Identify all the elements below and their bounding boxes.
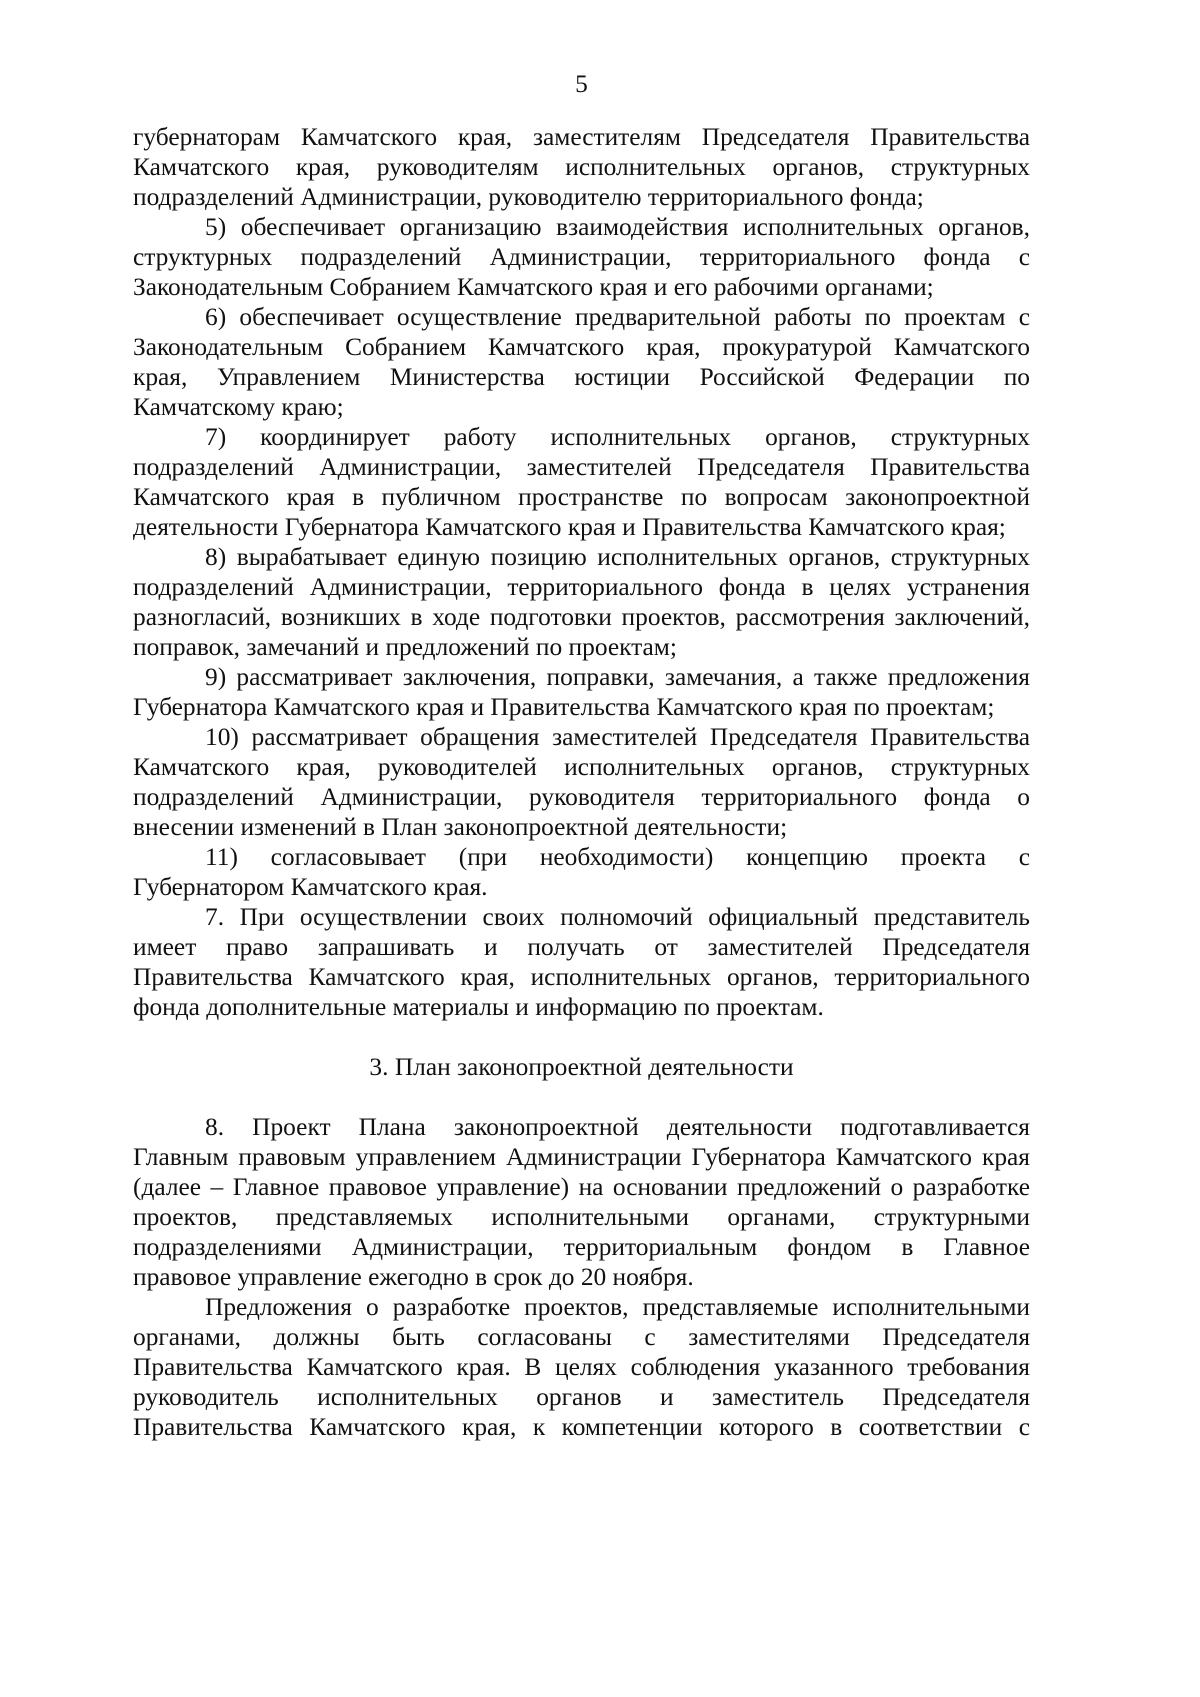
text-line: 8) вырабатывает единую позицию исполнительных органов, структурных bbox=[205, 543, 1030, 571]
text-line: 6) обеспечивает осуществление предварительной работы по проектам с bbox=[205, 303, 1030, 331]
text-line: Камчатскому краю; bbox=[133, 393, 344, 421]
text-line: Законодательным Собранием Камчатского края, прокуратурой Камчатского bbox=[133, 333, 1030, 361]
paragraph bbox=[133, 1112, 1030, 1292]
text-line: структурных подразделений Администрации, территориального фонда с bbox=[133, 243, 1030, 271]
text-line: 11) согласовывает (при необходимости) концепцию проекта с bbox=[205, 843, 1030, 871]
text-line: внесении изменений в План законопроектной деятельности; bbox=[133, 813, 788, 841]
text-line: разногласий, возникших в ходе подготовки проектов, рассмотрения заключений, bbox=[133, 603, 1030, 631]
paragraph bbox=[133, 662, 1030, 722]
paragraph bbox=[133, 902, 1030, 1022]
text-line: 9) рассматривает заключения, поправки, замечания, а также предложения bbox=[205, 663, 1030, 691]
text-line: Губернатора Камчатского края и Правительства Камчатского края по проектам; bbox=[133, 693, 995, 721]
text-line: Камчатского края, руководителей исполнительных органов, структурных bbox=[133, 753, 1030, 781]
document-body bbox=[133, 122, 1030, 1442]
text-line: Губернатором Камчатского края. bbox=[133, 873, 488, 901]
text-line: Камчатского края, руководителям исполнительных органов, структурных bbox=[133, 153, 1030, 181]
text-line: губернаторам Камчатского края, заместителям Председателя Правительства bbox=[133, 123, 1030, 151]
text-line: подразделений Администрации, руководителю территориального фонда; bbox=[133, 183, 924, 211]
text-line: 5) обеспечивает организацию взаимодействия исполнительных органов, bbox=[205, 213, 1030, 241]
text-line: Предложения о разработке проектов, представляемые исполнительными bbox=[205, 1293, 1030, 1321]
text-line: деятельности Губернатора Камчатского края и Правительства Камчатского края; bbox=[133, 513, 1006, 541]
page-number: 5 bbox=[575, 70, 588, 98]
text-line: 10) рассматривает обращения заместителей Председателя Правительства bbox=[205, 723, 1030, 751]
text-line: органами, должны быть согласованы с заместителями Председателя bbox=[133, 1323, 1030, 1351]
blank-line bbox=[133, 1022, 1030, 1052]
text-line: Главным правовым управлением Администрации Губернатора Камчатского края bbox=[133, 1143, 1030, 1171]
paragraph bbox=[133, 722, 1030, 842]
text-line: руководитель исполнительных органов и заместитель Председателя bbox=[133, 1383, 1030, 1411]
paragraph bbox=[133, 842, 1030, 902]
section-heading: 3. План законопроектной деятельности bbox=[369, 1053, 794, 1081]
text-line: Законодательным Собранием Камчатского края и его рабочими органами; bbox=[133, 273, 934, 301]
paragraph bbox=[133, 542, 1030, 662]
text-line: подразделениями Администрации, территориальным фондом в Главное bbox=[133, 1233, 1030, 1261]
text-line: (далее – Главное правовое управление) на основании предложений о разработке bbox=[133, 1173, 1030, 1201]
blank-line bbox=[133, 1082, 1030, 1112]
text-line: Правительства Камчатского края. В целях соблюдения указанного требования bbox=[133, 1353, 1030, 1381]
text-line: Правительства Камчатского края, исполнительных органов, территориального bbox=[133, 963, 1030, 991]
paragraph bbox=[133, 1292, 1030, 1442]
paragraph bbox=[133, 302, 1030, 422]
text-line: подразделений Администрации, руководителя территориального фонда о bbox=[133, 783, 1030, 811]
paragraph bbox=[133, 122, 1030, 212]
text-line: подразделений Администрации, территориального фонда в целях устранения bbox=[133, 573, 1030, 601]
text-line: проектов, представляемых исполнительными органами, структурными bbox=[133, 1203, 1030, 1231]
paragraph bbox=[133, 212, 1030, 302]
text-line: правовое управление ежегодно в срок до 20 ноября. bbox=[133, 1263, 694, 1291]
text-line: Правительства Камчатского края, к компетенции которого в соответствии с bbox=[133, 1413, 1030, 1441]
text-line: края, Управлением Министерства юстиции Российской Федерации по bbox=[133, 363, 1030, 391]
text-line: поправок, замечаний и предложений по проектам; bbox=[133, 633, 677, 661]
text-line: 7. При осуществлении своих полномочий официальный представитель bbox=[205, 903, 1030, 931]
text-line: имеет право запрашивать и получать от заместителей Председателя bbox=[133, 933, 1030, 961]
text-line: фонда дополнительные материалы и информацию по проектам. bbox=[133, 993, 824, 1021]
text-line: 7) координирует работу исполнительных органов, структурных bbox=[205, 423, 1030, 451]
text-line: Камчатского края в публичном пространстве по вопросам законопроектной bbox=[133, 483, 1030, 511]
text-line: подразделений Администрации, заместителей Председателя Правительства bbox=[133, 453, 1030, 481]
paragraph bbox=[133, 422, 1030, 542]
text-line: 8. Проект Плана законопроектной деятельности подготавливается bbox=[205, 1113, 1030, 1141]
